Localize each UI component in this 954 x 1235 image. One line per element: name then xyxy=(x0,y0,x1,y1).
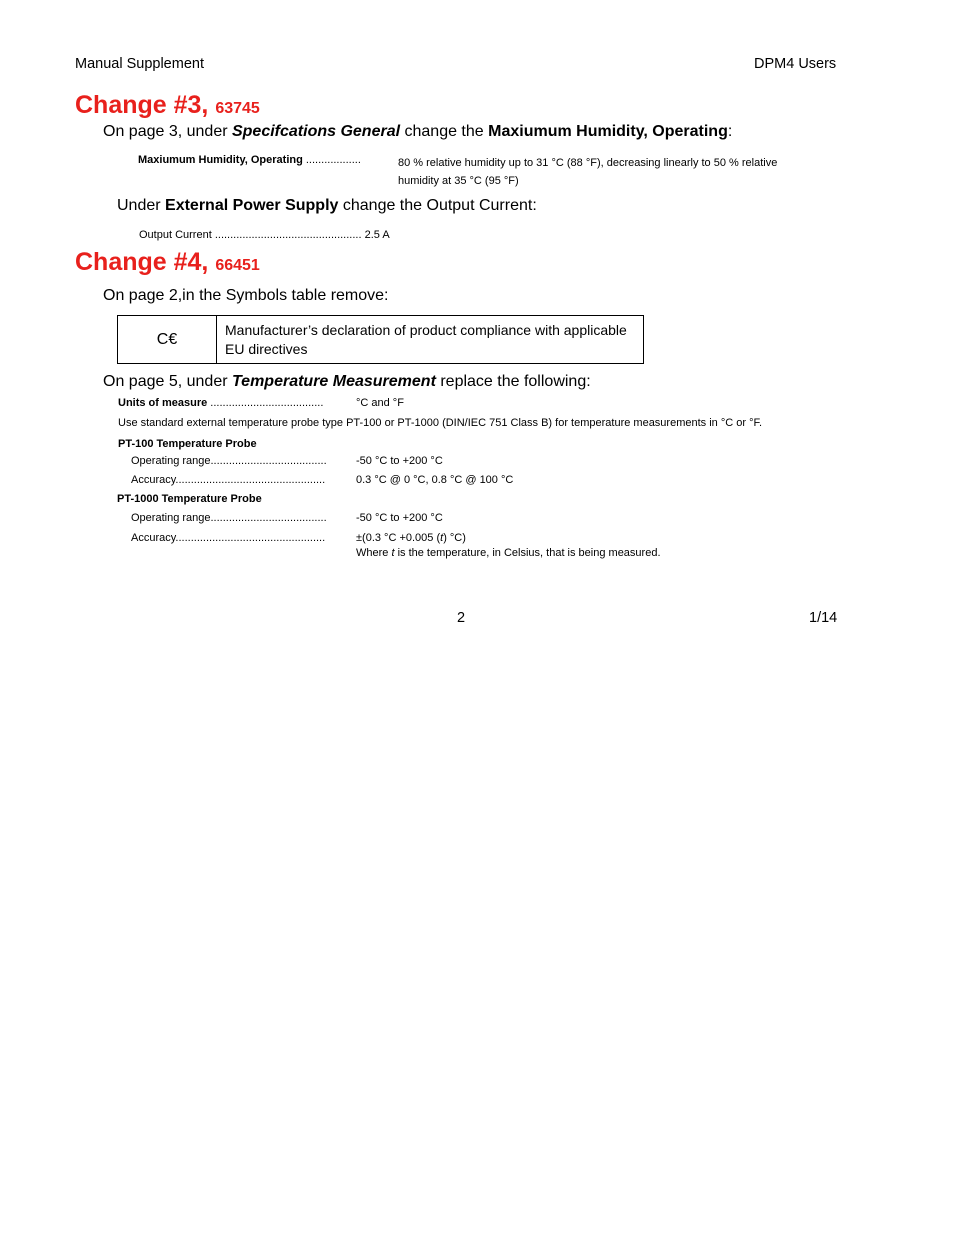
pt1000-accuracy-value xyxy=(356,532,466,544)
output-current-row xyxy=(139,229,390,241)
change-3-heading xyxy=(75,91,260,120)
change-4-heading xyxy=(75,248,260,277)
pt100-accuracy-label-row xyxy=(131,474,325,486)
units-value: °C and °F xyxy=(356,397,404,409)
header-right: DPM4 Users xyxy=(754,56,837,72)
change-4-intro: On page 2,in the Symbols table remove: xyxy=(103,287,389,304)
intro-bold: Maxiumum Humidity, Operating xyxy=(488,123,728,140)
intro-italic: Temperature Measurement xyxy=(231,373,436,390)
pt100-accuracy-value: 0.3 °C @ 0 °C, 0.8 °C @ 100 °C xyxy=(356,474,514,486)
probe-usage-text: Use standard external temperature probe type PT-100 or PT-1000 (DIN/IEC 751 Class B) for temperature measurements in °C or °F. xyxy=(118,417,763,429)
leader-dots: ................................................. xyxy=(175,474,326,486)
output-current-label: Output Current xyxy=(139,229,215,241)
note-text: is the temperature, in Celsius, that is being measured. xyxy=(394,547,661,559)
intro-text: change the Output Current: xyxy=(338,197,537,214)
pt100-heading: PT-100 Temperature Probe xyxy=(118,438,257,450)
intro-text: Under xyxy=(117,197,166,214)
temperature-note xyxy=(356,547,661,559)
intro-bold: External Power Supply xyxy=(165,197,339,214)
leader-dots: ...................................... xyxy=(210,455,327,467)
change-3-title: Change #3, xyxy=(75,91,209,119)
pt100-range-label: Operating range xyxy=(131,455,211,467)
pt1000-accuracy-label-row xyxy=(131,532,325,544)
humidity-spec-value xyxy=(398,154,777,190)
symbols-table xyxy=(117,315,644,364)
output-current-value: 2.5 A xyxy=(364,229,390,241)
units-label: Units of measure xyxy=(118,397,208,409)
pt1000-range-label: Operating range xyxy=(131,512,211,524)
ce-mark-icon: C€ xyxy=(118,316,217,364)
intro-text: On page 5, under xyxy=(103,373,232,390)
pt100-accuracy-label: Accuracy xyxy=(131,474,176,486)
intro-text: On page 3, under xyxy=(103,123,232,140)
table-row xyxy=(118,316,644,364)
note-variable: t xyxy=(391,547,395,559)
change-3-ref: 63745 xyxy=(215,100,260,117)
leader-dots: ................................................ xyxy=(214,229,362,241)
change-4-ref: 66451 xyxy=(215,257,260,274)
units-label-row xyxy=(118,397,323,409)
intro-italic: Specifcations General xyxy=(231,123,401,140)
temperature-intro xyxy=(103,373,591,391)
accuracy-text: ±(0.3 °C +0.005 ( xyxy=(356,532,441,544)
accuracy-text: ) °C) xyxy=(443,532,466,544)
pt1000-range-value: -50 °C to +200 °C xyxy=(356,512,443,524)
change-4-title: Change #4, xyxy=(75,248,209,276)
revision-date: 1/14 xyxy=(809,610,838,626)
pt100-range-value: -50 °C to +200 °C xyxy=(356,455,443,467)
page-number: 2 xyxy=(457,610,466,626)
humidity-spec-label: Maxiumum Humidity, Operating xyxy=(138,154,303,166)
pt1000-heading: PT-1000 Temperature Probe xyxy=(117,493,262,505)
intro-text: : xyxy=(727,123,733,140)
header-left: Manual Supplement xyxy=(75,56,204,72)
leader-dots: .................. xyxy=(302,154,361,166)
humidity-spec-label-row xyxy=(138,154,361,166)
leader-dots: ................................................. xyxy=(175,532,326,544)
note-text: Where xyxy=(356,547,392,559)
symbol-description: Manufacturer’s declaration of product compliance with applicable EU directives xyxy=(217,316,644,364)
intro-text: replace the following: xyxy=(435,373,591,390)
intro-text: change the xyxy=(400,123,489,140)
humidity-spec-value-line: humidity at 35 °C (95 °F) xyxy=(398,175,519,187)
power-supply-intro xyxy=(117,197,537,215)
leader-dots: ...................................... xyxy=(210,512,327,524)
humidity-spec-value-line: 80 % relative humidity up to 31 °C (88 °F), decreasing linearly to 50 % relative xyxy=(398,157,778,169)
leader-dots: ..................................... xyxy=(207,397,324,409)
pt1000-range-label-row xyxy=(131,512,327,524)
accuracy-variable: t xyxy=(440,532,444,544)
pt1000-accuracy-label: Accuracy xyxy=(131,532,176,544)
pt100-range-label-row xyxy=(131,455,327,467)
change-3-intro xyxy=(103,123,732,141)
